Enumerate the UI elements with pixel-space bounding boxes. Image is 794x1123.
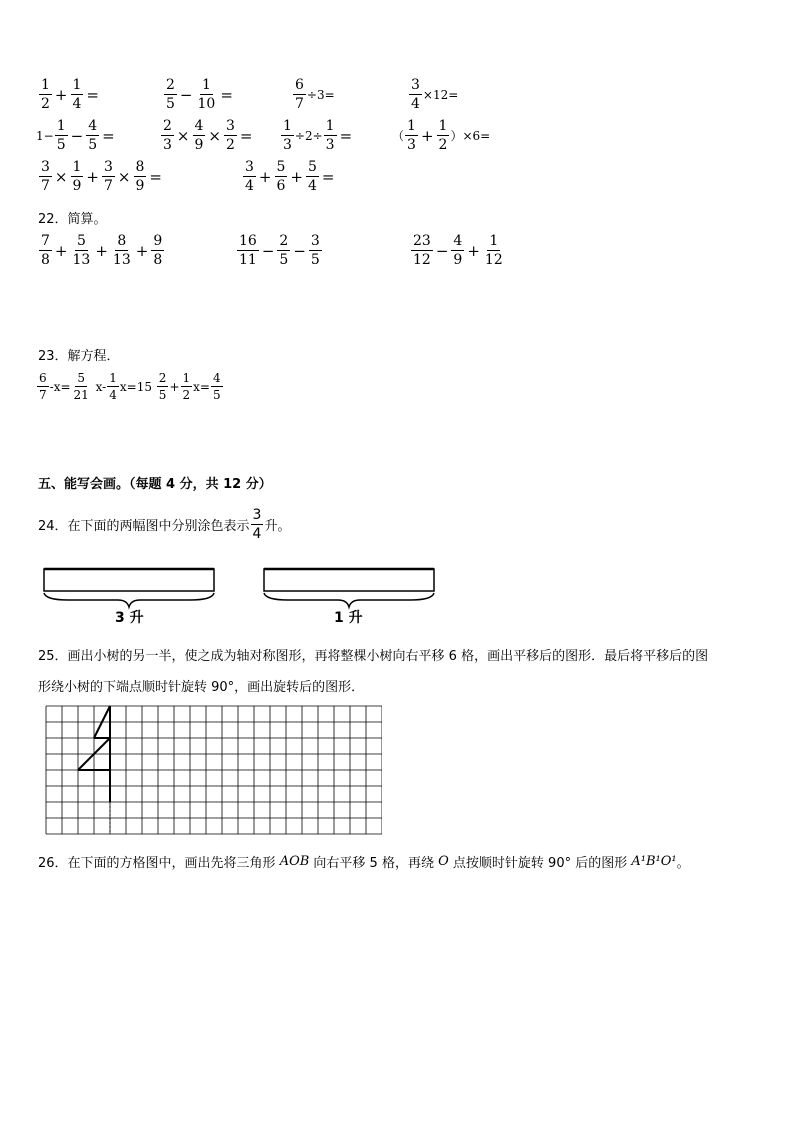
fraction: $\frac{2}{5}$: [158, 371, 167, 402]
oral-row2-item3: $\frac{1}{3}$ ÷2÷ $\frac{1}{3}$ =: [283, 118, 353, 153]
fraction: $\frac{4}{5}$: [212, 371, 221, 402]
oral-row2-item2: $\frac{2}{3}$ × $\frac{4}{9}$ × $\frac{3}{2}$ =: [163, 118, 253, 153]
fraction: $\frac{3}{7}$: [104, 159, 113, 194]
q26-prompt: 26．在下面的方格图中，画出先将三角形 AOB 向右平移 5 格，再绕 O 点按顺时针旋转 90° 后的图形 A¹B¹O¹ 。: [38, 854, 690, 871]
fraction: $\frac{4}{9}$: [453, 233, 463, 268]
fraction: $\frac{3}{5}$: [310, 233, 320, 268]
fraction: $\frac{7}{8}$: [41, 233, 50, 268]
oral-row2-item1: 1− $\frac{1}{5}$ − $\frac{4}{5}$ =: [36, 118, 115, 153]
tree-grid-svg: [45, 705, 382, 841]
tree-grid: [45, 705, 382, 845]
fraction: $\frac{1}{3}$: [407, 118, 416, 153]
fraction: $\frac{1}{5}$: [56, 118, 66, 153]
bar2-rect: [264, 569, 434, 591]
oral-row3-item2: $\frac{3}{4}$ + $\frac{5}{6}$ + $\frac{5}{4}$ =: [245, 159, 335, 194]
fraction: $\frac{1}{2}$: [41, 77, 50, 112]
fraction: $\frac{3}{4}$: [411, 77, 420, 112]
fraction: $\frac{1}{2}$: [438, 118, 448, 153]
q22-expr-c: $\frac{23}{12}$ − $\frac{4}{9}$ + $\frac{1}{12}$: [413, 233, 503, 268]
oral-row1-item1: $\frac{1}{2}$ + $\frac{1}{4}$ =: [41, 77, 99, 112]
fraction: $\frac{9}{8}$: [153, 233, 163, 268]
fraction: $\frac{1}{10}$: [197, 77, 216, 112]
q22-expr-b: $\frac{16}{11}$ − $\frac{2}{5}$ − $\frac{3}{5}$: [239, 233, 320, 268]
bar1-brace: [44, 593, 214, 607]
bar2-brace: [264, 593, 434, 607]
fraction: $\frac{1}{9}$: [72, 159, 82, 194]
fraction: $\frac{1}{3}$: [283, 118, 292, 153]
fraction: $\frac{3}{7}$: [41, 159, 50, 194]
fraction: $\frac{2}{5}$: [279, 233, 289, 268]
q24-prompt: 24．在下面的两幅图中分别涂色表示 $\frac{3}{4}$ 升。: [38, 507, 291, 542]
q25-line1: 25．画出小树的另一半，使之成为轴对称图形，再将整棵小树向右平移 6 格，画出平移后的图形．最后将平移后的图: [38, 649, 709, 664]
fraction: $\frac{3}{4}$: [245, 159, 254, 194]
oral-row1-item3: $\frac{6}{7}$ ÷3=: [295, 77, 335, 112]
fraction: $\frac{6}{7}$: [295, 77, 304, 112]
target-triangle-name: A¹B¹O¹: [631, 854, 677, 869]
fraction: $\frac{4}{9}$: [194, 118, 204, 153]
fraction: $\frac{8}{9}$: [135, 159, 145, 194]
fraction: $\frac{1}{12}$: [484, 233, 503, 268]
fraction: $\frac{5}{21}$: [73, 371, 89, 402]
fraction: $\frac{5}{13}$: [72, 233, 91, 268]
fraction: $\frac{1}{2}$: [182, 371, 191, 402]
fraction: $\frac{2}{5}$: [166, 77, 175, 112]
q23-equations: $\frac{6}{7}$ -x= $\frac{5}{21}$ x- $\frac{1}{4}$ x=15 $\frac{2}{5}$ + $\frac{1}{2}$ x= $\frac{4}{5}$: [39, 371, 221, 402]
fraction: $\frac{6}{7}$: [39, 371, 47, 402]
fraction: $\frac{1}{3}$: [325, 118, 335, 153]
fraction: $\frac{3}{2}$: [226, 118, 235, 153]
fraction: $\frac{5}{4}$: [308, 159, 317, 194]
fraction: $\frac{5}{6}$: [276, 159, 286, 194]
fraction: $\frac{16}{11}$: [239, 233, 257, 268]
q25-line2: 形绕小树的下端点顺时针旋转 90°，画出旋转后的图形．: [38, 680, 365, 695]
fraction: $\frac{23}{12}$: [413, 233, 431, 268]
fraction: $\frac{1}{4}$: [72, 77, 82, 112]
bar1-rect: [44, 569, 214, 591]
fraction: $\frac{2}{3}$: [163, 118, 172, 153]
oral-row2-item4: （ $\frac{1}{3}$ + $\frac{1}{2}$ ）×6=: [392, 118, 491, 153]
oral-row3-item1: $\frac{3}{7}$ × $\frac{1}{9}$ + $\frac{3}{7}$ × $\frac{8}{9}$ =: [41, 159, 162, 194]
section5-title: 五、能写会画。（每题 4 分，共 12 分）: [38, 477, 272, 492]
bar2-label: 1 升: [334, 610, 363, 626]
q22-expr-a: $\frac{7}{8}$ + $\frac{5}{13}$ + $\frac{8}{13}$ + $\frac{9}{8}$: [41, 233, 163, 268]
oral-row1-item4: $\frac{3}{4}$ ×12=: [411, 77, 459, 112]
oral-row1-item2: $\frac{2}{5}$ − $\frac{1}{10}$ =: [166, 77, 233, 112]
q22-label: 22．简算。: [38, 212, 107, 227]
triangle-name: AOB: [279, 854, 310, 869]
q23-label: 23．解方程．: [38, 349, 120, 364]
fraction: $\frac{1}{4}$: [109, 371, 117, 402]
fraction: $\frac{3}{4}$: [252, 507, 262, 542]
fraction: $\frac{4}{5}$: [88, 118, 98, 153]
fraction: $\frac{8}{13}$: [112, 233, 131, 268]
bar1-label: 3 升: [115, 610, 144, 626]
point-o: O: [438, 854, 449, 869]
q24-bars-figure: [38, 562, 443, 630]
